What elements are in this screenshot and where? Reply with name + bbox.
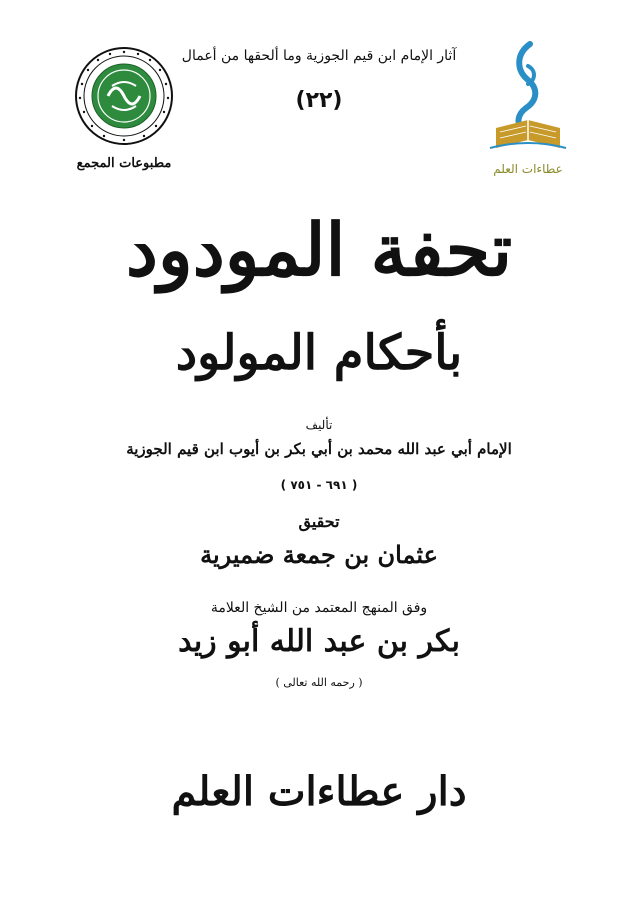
editor-name: عثمان بن جمعة ضميرية (200, 540, 438, 569)
series-number: (٢٢) (295, 88, 343, 113)
book-subtitle: بأحكام المولود (175, 325, 463, 381)
publisher-name: دار عطاءات العلم (171, 768, 467, 815)
author-name: الإمام أبي عبد الله محمد بن أبي بكر بن أيوب ابن قيم الجوزية (126, 440, 512, 458)
book-title: تحفة المودود (125, 207, 513, 292)
author-years: ( ٦٩١ - ٧٥١ ) (280, 478, 358, 492)
author-label: تأليف (305, 418, 333, 432)
editor-label: تحقيق (298, 512, 340, 531)
logo-caption: عطاءات العلم (493, 162, 563, 176)
methodology-line: وفق المنهج المعتمد من الشيخ العلامة (210, 600, 428, 616)
emblem-caption: مطبوعات المجمع (76, 156, 172, 171)
scholar-name: بكر بن عبد الله أبو زيد (178, 624, 460, 659)
series-title: آثار الإمام ابن قيم الجوزية وما ألحقها من أعمال (181, 48, 457, 64)
scholar-dua: ( رحمه الله تعالى ) (275, 676, 363, 689)
